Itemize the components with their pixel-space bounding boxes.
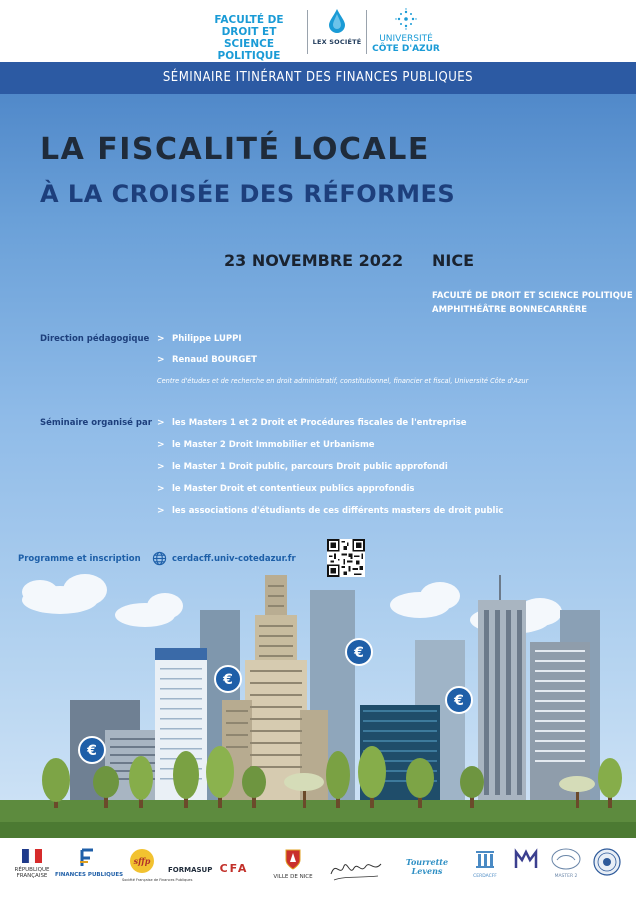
signature-icon [328,856,384,884]
arrow-icon: > [157,355,165,365]
university-label-1: UNIVERSITÉ [379,34,433,44]
association-icon [514,848,538,870]
sffp-label: Société Française de Finances Publiques [122,878,193,882]
arrow-icon: > [157,334,165,344]
formasup-logo [168,866,212,874]
cerdacff-logo [467,848,503,879]
seminar-banner-text: SÉMINAIRE ITINÉRANT DES FINANCES PUBLIQUES [162,70,474,85]
registration-label: Programme et inscription [18,554,141,564]
republique-label: RÉPUBLIQUE FRANÇAISE [14,867,50,879]
organiser-item: les associations d'étudiants de ces différents masters de droit public [172,506,504,516]
event-venue-line2: AMPHITHÉÂTRE BONNECARRÈRE [432,305,588,315]
cerdacff-label: CERDACFF [473,874,497,879]
direction-affiliation: Centre d'études et de recherche en droit administratif, constitutionnel, financier et fiscal, Université Côte d'Azur [157,377,529,385]
formasup-label: FORMASUP [168,866,213,874]
columns-icon [474,848,496,870]
finances-publiques-logo [55,848,124,878]
organised-label: Séminaire organisé par [40,418,152,428]
euro-icon: € [454,693,464,709]
university-logo [371,8,441,54]
finances-publiques-label: FINANCES PUBLIQUES [55,872,124,878]
university-label-2: CÔTE D'AZUR [372,44,440,54]
organiser-item: le Master 1 Droit public, parcours Droit public approfondi [172,462,448,472]
tourrette-levens-logo [392,858,462,876]
sffp-icon [129,848,155,874]
arrow-icon: > [157,462,165,472]
marianne-icon [22,849,42,863]
master2-badge-icon [551,848,581,870]
svg-text:sffp: sffp [133,856,151,866]
event-venue-line1: FACULTÉ DE DROIT ET SCIENCE POLITIQUE [432,291,633,301]
director-name: Philippe LUPPI [172,334,242,344]
arrow-icon: > [157,506,165,516]
ville-de-nice-logo [268,848,318,880]
master2-label: MASTER 2 [554,874,578,879]
cfa-logo [214,862,254,875]
poster-subtitle: À LA CROISÉE DES RÉFORMES [40,180,456,208]
arrow-icon: > [157,440,165,450]
association-logo [510,848,542,874]
faculty-logo-text: FACULTÉ DE DROIT ET SCIENCE POLITIQUE [214,14,284,62]
arrow-icon: > [157,418,165,428]
seal-icon [593,848,621,876]
arrow-icon: > [157,484,165,494]
euro-icon: € [87,743,97,759]
poster-title: LA FISCALITÉ LOCALE [40,132,430,167]
cfa-label: CFA [219,862,249,875]
nice-coat-of-arms-icon [284,848,302,870]
lex-drop-icon [327,8,347,34]
event-date: 23 NOVEMBRE 2022 [224,251,404,270]
organiser-item: les Masters 1 et 2 Droit et Procédures fiscales de l'entreprise [172,418,467,428]
event-city: NICE [432,251,475,270]
republique-francaise-logo [12,848,52,879]
organiser-item: le Master Droit et contentieux publics approfondis [172,484,415,494]
direction-label: Direction pédagogique [40,334,150,344]
signature-logo [326,856,386,888]
university-star-icon [395,8,417,30]
lex-societe-label: LEX SOCIÉTÉ [312,38,362,46]
lex-societe-logo [312,8,362,46]
master2-logo [548,848,584,879]
header-divider [307,10,308,54]
ville-de-nice-label: VILLE DE NICE [273,874,313,880]
registration-link[interactable]: cerdacff.univ-cotedazur.fr [172,554,296,564]
organiser-item: le Master 2 Droit Immobilier et Urbanisme [172,440,375,450]
tourrette-levens-label: Tourrette Levens [405,857,449,876]
director-name: Renaud BOURGET [172,355,257,365]
city-skyline-illustration [0,560,636,852]
finances-publiques-icon [78,848,96,868]
euro-icon: € [354,645,364,661]
header-divider [366,10,367,54]
seal-logo [590,848,624,880]
euro-icon: € [223,672,233,688]
